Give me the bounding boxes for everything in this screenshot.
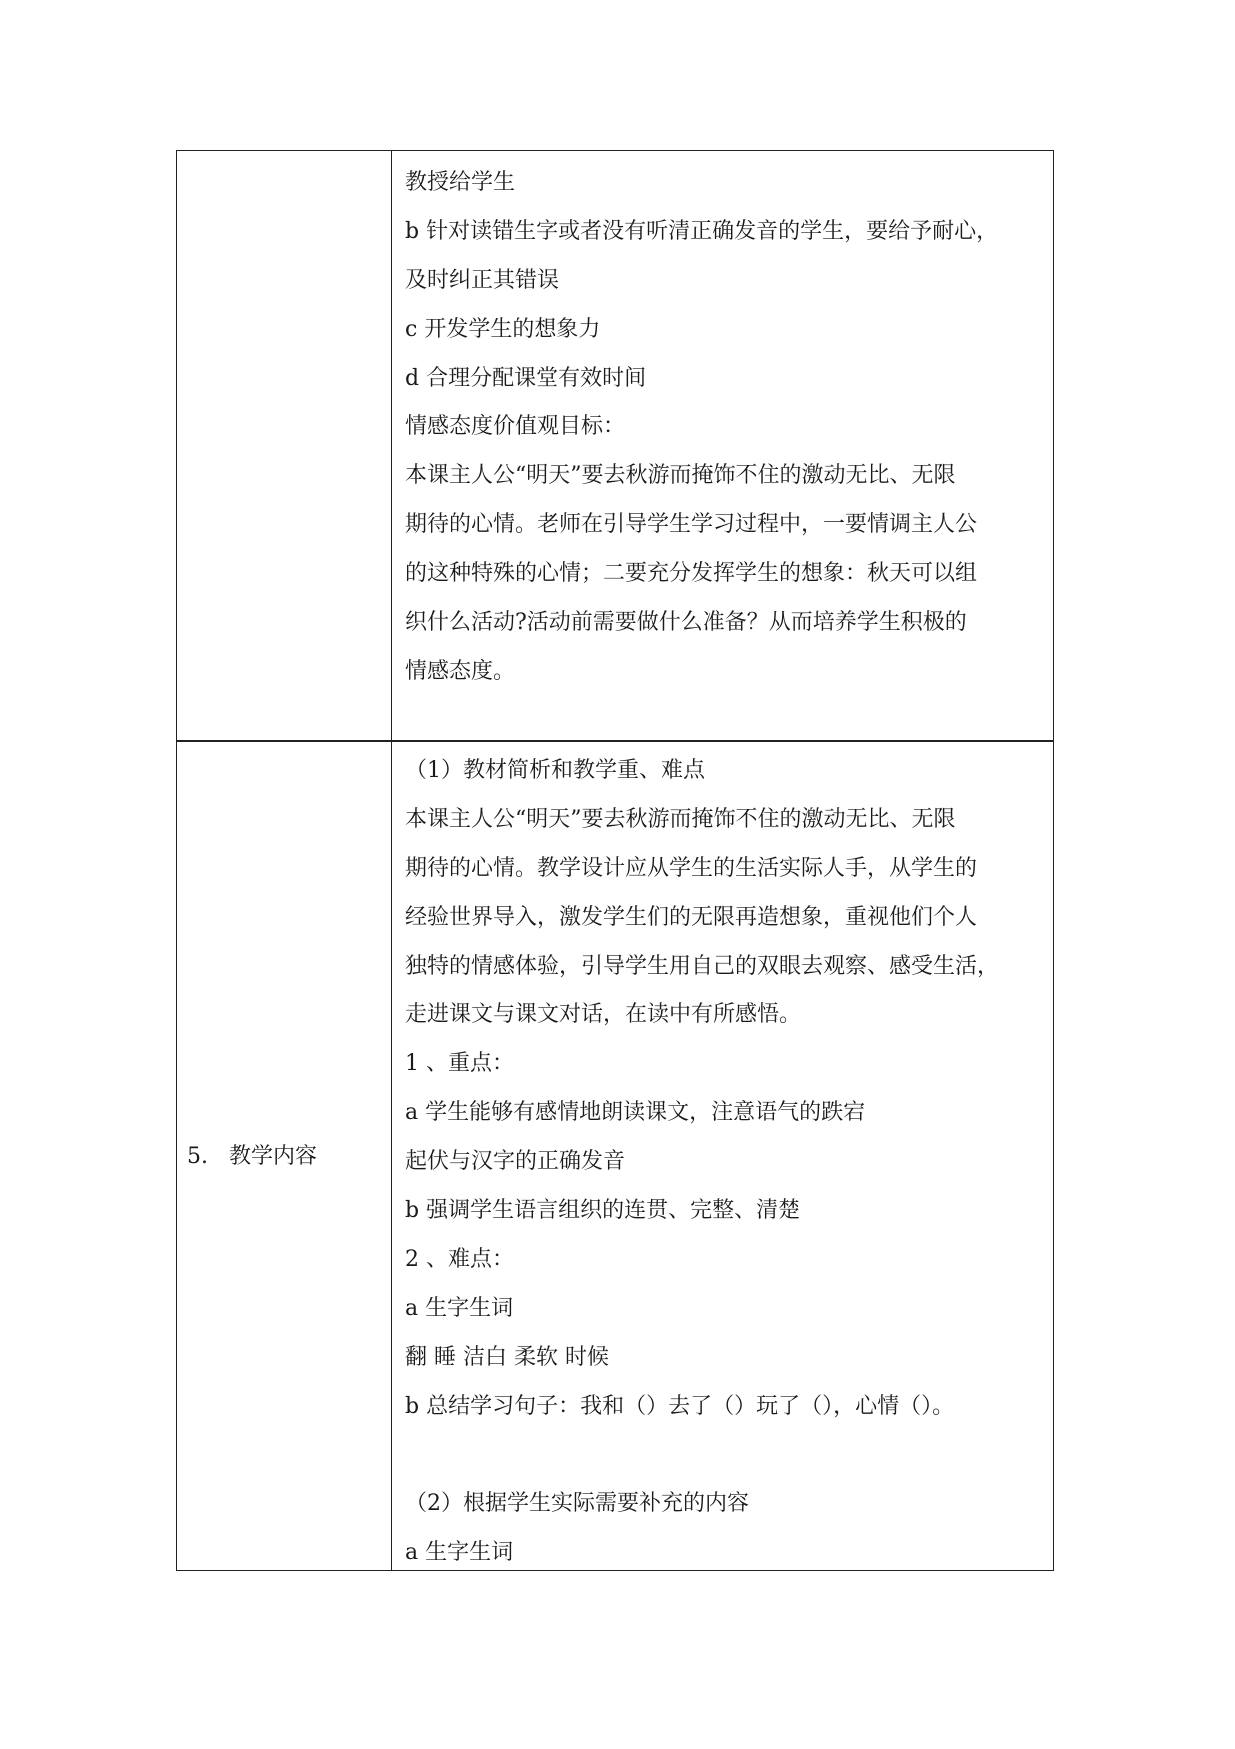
text-line: 经验世界导入，激发学生们的无限再造想象，重视他们个人 xyxy=(405,904,978,930)
text-line: a 学生能够有感情地朗读课文，注意语气的跌宕 xyxy=(405,1100,866,1126)
text-line xyxy=(405,1431,1045,1480)
text-line: b 总结学习句子：我和（）去了（）玩了（），心情（）。 xyxy=(405,1393,955,1419)
text-line: 期待的心情。老师在引导学生学习过程中，一要情调主人公 xyxy=(405,512,978,538)
text-line: 期待的心情。教学设计应从学生的生活实际人手，从学生的 xyxy=(405,855,978,881)
text-line: 情感态度价值观目标： xyxy=(405,414,626,440)
text-line: 情感态度。 xyxy=(405,658,516,684)
text-line: （1）教材简析和教学重、难点 xyxy=(405,758,705,783)
text-line: 走进课文与课文对话，在读中有所感悟。 xyxy=(405,1002,802,1028)
text-line: d 合理分配课堂有效时间 xyxy=(405,365,647,391)
table-row xyxy=(176,150,1054,742)
text-line: 2 、难点： xyxy=(405,1246,514,1272)
column-divider xyxy=(391,151,392,741)
text-line: c 开发学生的想象力 xyxy=(405,316,601,342)
text-line: 1 、重点： xyxy=(405,1051,514,1077)
text-line: 及时纠正其错误 xyxy=(405,267,560,293)
text-line: 的这种特殊的心情；二要充分发挥学生的想象：秋天可以组 xyxy=(405,561,978,587)
text-line: b 针对读错生字或者没有听清正确发音的学生，要给予耐心， xyxy=(405,218,999,244)
text-line: 独特的情感体验，引导学生用自己的双眼去观察、感受生活， xyxy=(405,953,1000,979)
text-line: a 生字生词 xyxy=(405,1540,514,1566)
row-label: 5. 教学内容 xyxy=(187,1144,317,1169)
text-line: （2）根据学生实际需要补充的内容 xyxy=(405,1491,749,1517)
text-line: a 生字生词 xyxy=(405,1295,514,1321)
text-line: 翻 睡 洁白 柔软 时候 xyxy=(405,1344,609,1370)
text-line: 起伏与汉字的正确发音 xyxy=(405,1149,626,1175)
text-line: 本课主人公“明天”要去秋游而掩饰不住的激动无比、无限 xyxy=(405,806,956,832)
column-divider xyxy=(391,741,392,1570)
table-row xyxy=(176,740,1054,1571)
text-line: 本课主人公“明天”要去秋游而掩饰不住的激动无比、无限 xyxy=(405,463,956,489)
text-line: 教授给学生 xyxy=(405,170,516,195)
lesson-plan-table xyxy=(176,150,1054,1571)
row-content xyxy=(405,159,1045,697)
text-line: 织什么活动?活动前需要做什么准备？从而培养学生积极的 xyxy=(405,610,967,636)
row-content xyxy=(405,747,1045,1578)
text-line: b 强调学生语言组织的连贯、完整、清楚 xyxy=(405,1198,801,1224)
